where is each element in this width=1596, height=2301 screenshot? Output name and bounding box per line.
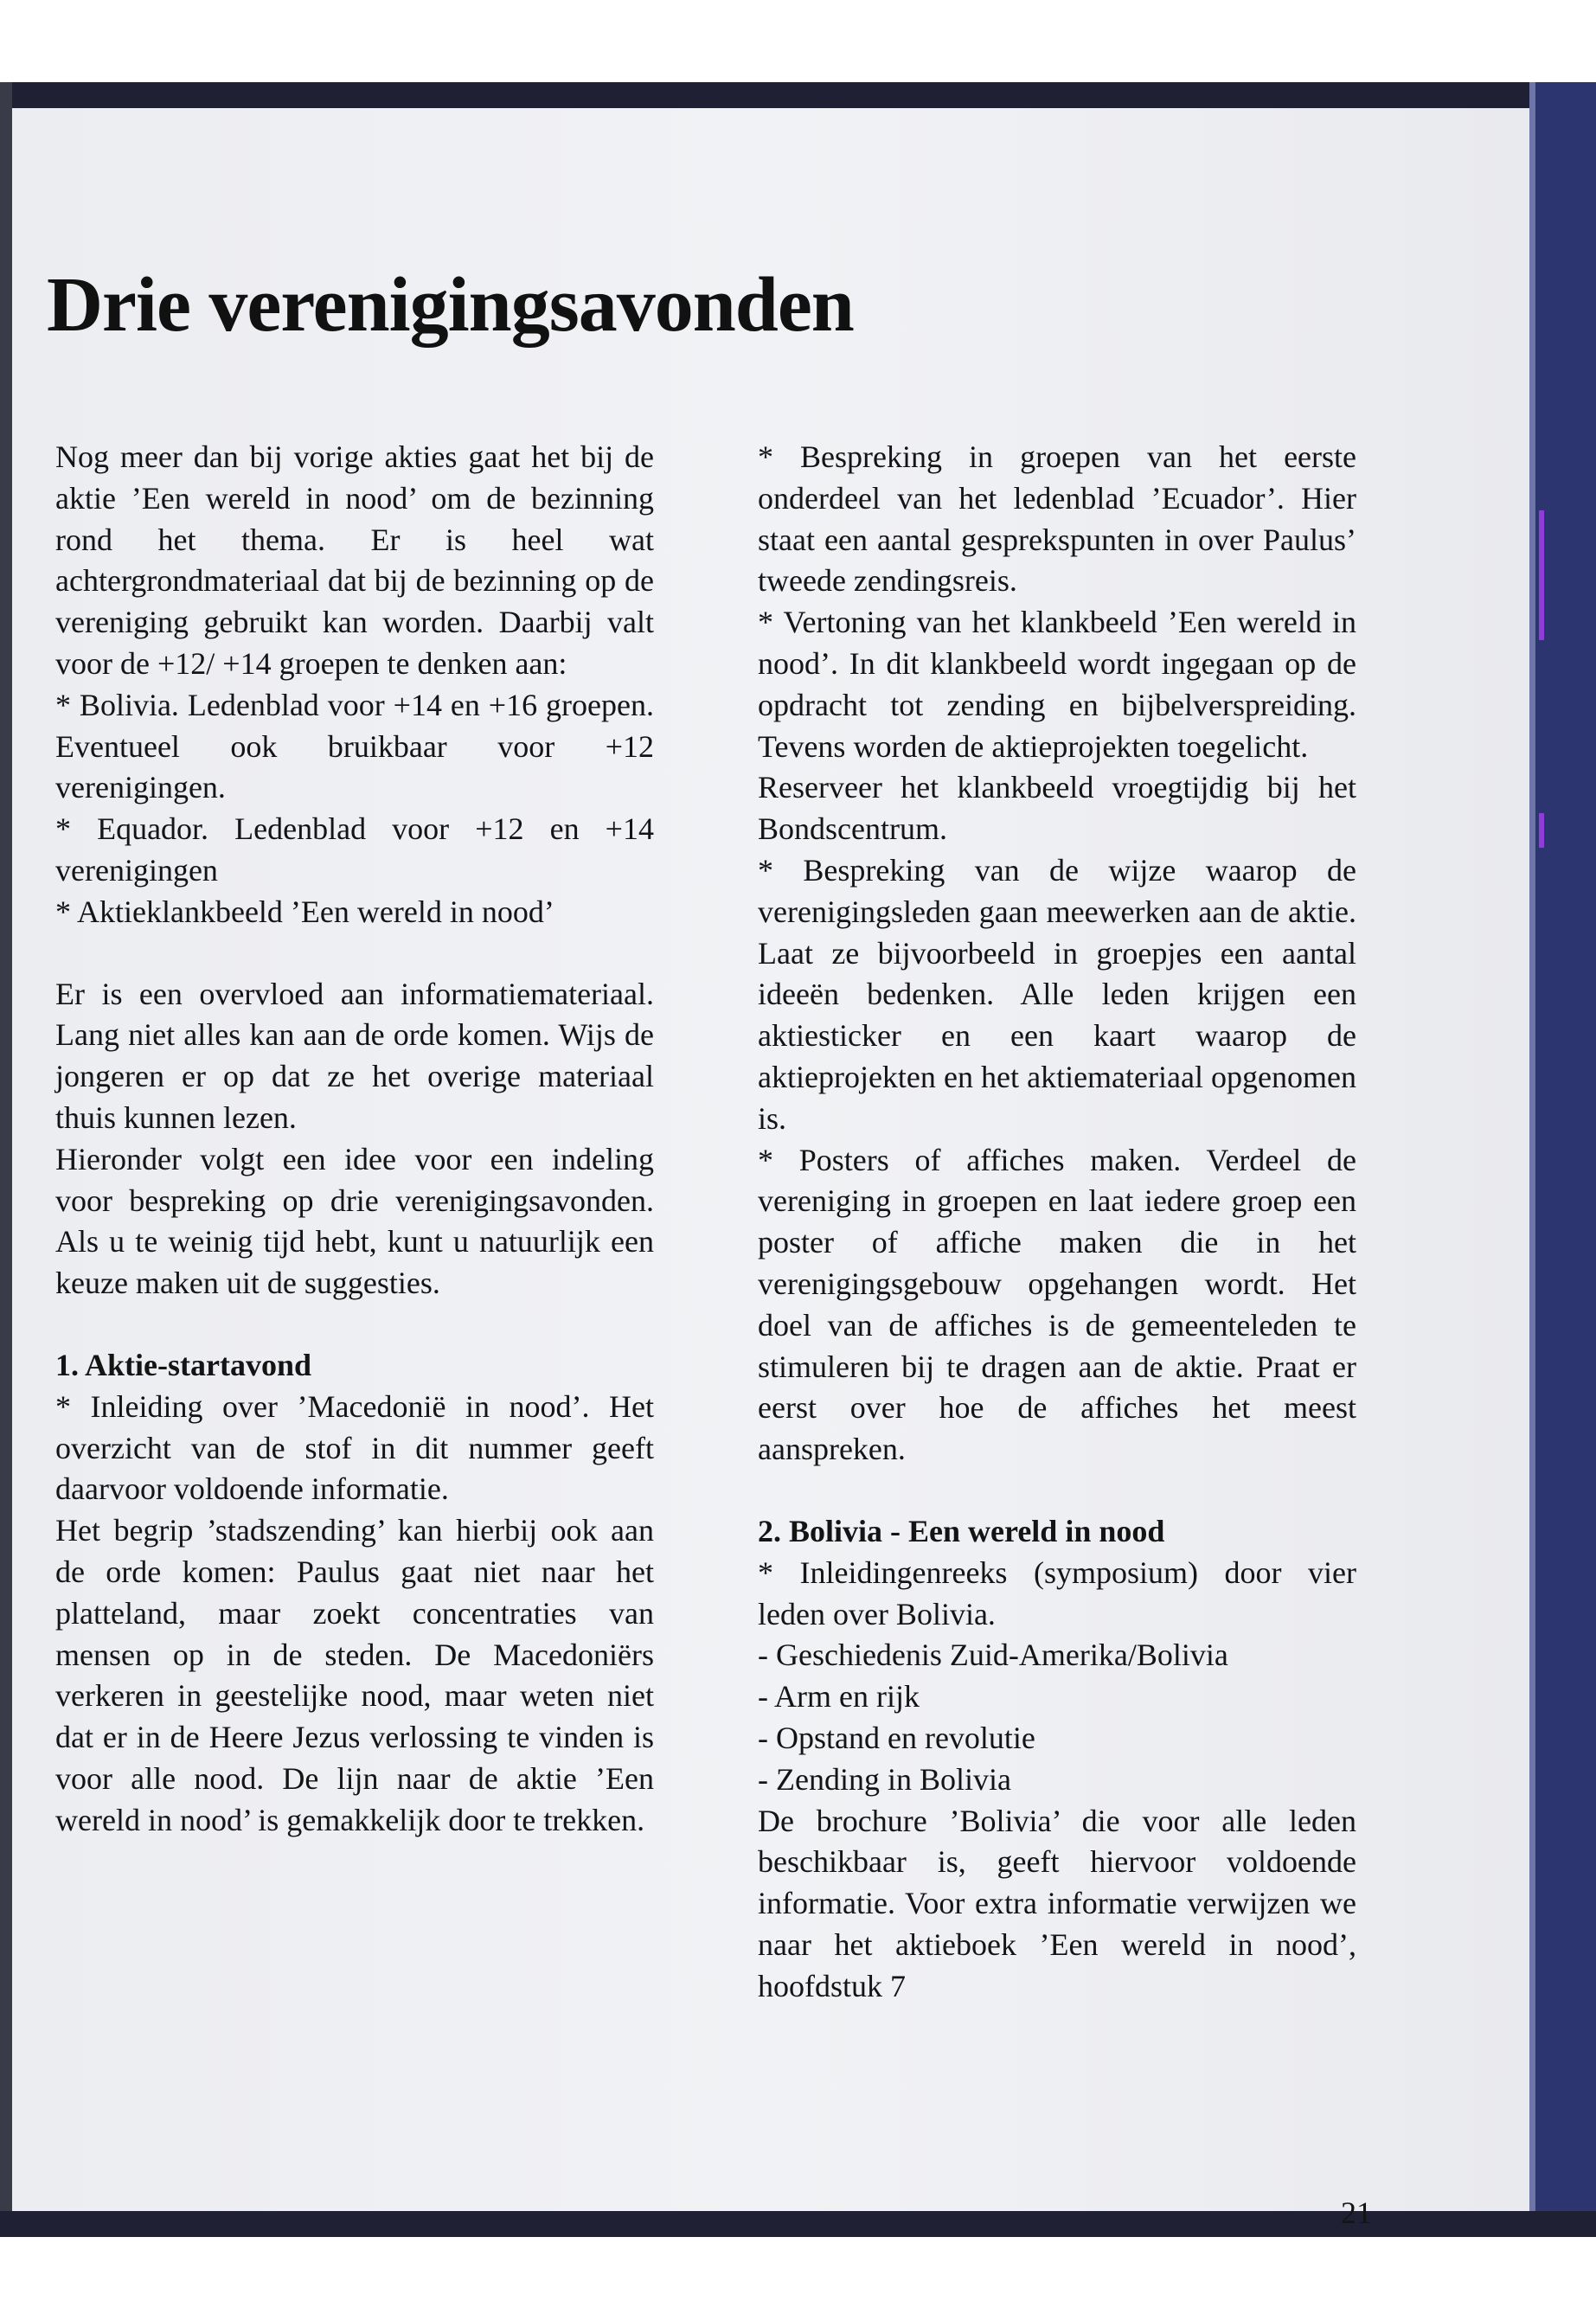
paragraph: Het begrip ’stadszending’ kan hierbij ook aan de orde komen: Paulus gaat niet naar het platteland, maar zoekt concentraties van mensen op in de steden. De Macedoniërs verkeren in geestelijke nood, maar weten niet dat er in de Heere Jezus verlossing te vinden is voor alle nood. De lijn naar de aktie ’Een wereld in nood’ is gemakkelijk door te trekken. xyxy=(55,1513,654,1837)
paragraph: De brochure ’Bolivia’ die voor alle leden beschikbaar is, geeft hiervoor voldoende informatie. Voor extra informatie verwijzen we naar het aktieboek ’Een wereld in nood’, hoofdstuk 7 xyxy=(758,1803,1356,2003)
bullet-item: * Equador. Ledenblad voor +12 en +14 verenigingen xyxy=(55,811,654,888)
section-heading: 2. Bolivia - Een wereld in nood xyxy=(758,1513,1165,1548)
list-item: - Opstand en revolutie xyxy=(758,1720,1035,1755)
list-item: - Arm en rijk xyxy=(758,1679,920,1715)
page-tab-marker xyxy=(1539,510,1544,640)
section-heading: 1. Aktie-startavond xyxy=(55,1347,311,1382)
bullet-item: * Bespreking van de wijze waarop de verenigingsleden gaan meewerken aan de aktie. Laat ze bijvoorbeeld in groepjes een aantal ideeën bedenken. Alle leden krijgen een aktiesticker en een kaart waarop de aktieprojekten en het aktiemateriaal opgenomen is. xyxy=(758,852,1356,1136)
bullet-item: * Vertoning van het klankbeeld ’Een wereld in nood’. In dit klankbeeld wordt ingegaan op de opdracht tot zending en bijbelverspreiding. Tevens worden de aktieprojekten toegelicht. xyxy=(758,605,1356,764)
bullet-item: * Inleiding over ’Macedonië in nood’. Het overzicht van de stof in dit nummer geeft daarvoor voldoende informatie. xyxy=(55,1388,654,1507)
list-item: - Zending in Bolivia xyxy=(758,1761,1011,1797)
bullet-item: * Posters of affiches maken. Verdeel de vereniging in groepen en laat iedere groep een poster of affiche maken die in het verenigingsgebouw opgehangen wordt. Het doel van de affiches is de gemeenteleden te stimuleren bij te dragen aan de aktie. Praat er eerst over hoe de affiches het meest aanspreken. xyxy=(758,1142,1356,1467)
paragraph: Er is een overvloed aan informatiemateriaal. Lang niet alles kan aan de orde komen. Wijs de jongeren er op dat ze het overige materiaal thuis kunnen lezen. xyxy=(55,976,654,1135)
page-number: 21 xyxy=(1341,2195,1372,2230)
right-column xyxy=(758,437,1356,2007)
bullet-item: * Inleidingenreeks (symposium) door vier leden over Bolivia. xyxy=(758,1554,1356,1631)
bullet-item: * Bespreking in groepen van het eerste onderdeel van het ledenblad ’Ecuador’. Hier staat een aantal gesprekspunten in over Paulus’ tweede zendingsreis. xyxy=(758,439,1356,599)
paragraph: Hieronder volgt een idee voor een indeling voor bespreking op drie verenigingsavonden. Als u te weinig tijd hebt, kunt u natuurlijk een keuze maken uit de suggesties. xyxy=(55,1141,654,1301)
book-spine xyxy=(1535,82,1596,2236)
document-page xyxy=(12,108,1529,2230)
paragraph: Reserveer het klankbeeld vroegtijdig bij het Bondscentrum. xyxy=(758,770,1356,847)
page-title: Drie verenigingsavonden xyxy=(47,262,854,348)
bullet-item: * Aktieklankbeeld ’Een wereld in nood’ xyxy=(55,894,554,929)
left-column xyxy=(55,437,654,1842)
bullet-item: * Bolivia. Ledenblad voor +14 en +16 groepen. Eventueel ook bruikbaar voor +12 verenigingen. xyxy=(55,687,654,805)
list-item: - Geschiedenis Zuid-Amerika/Bolivia xyxy=(758,1638,1228,1673)
scan-top-edge xyxy=(0,82,1596,108)
paragraph: Nog meer dan bij vorige akties gaat het bij de aktie ’Een wereld in nood’ om de bezinning rond het thema. Er is heel wat achtergrondmateriaal dat bij de bezinning op de vereniging gebruikt kan worden. Daarbij valt voor de +12/ +14 groepen te denken aan: xyxy=(55,439,654,681)
page-tab-marker xyxy=(1539,813,1544,848)
scan-left-edge xyxy=(0,82,12,2227)
